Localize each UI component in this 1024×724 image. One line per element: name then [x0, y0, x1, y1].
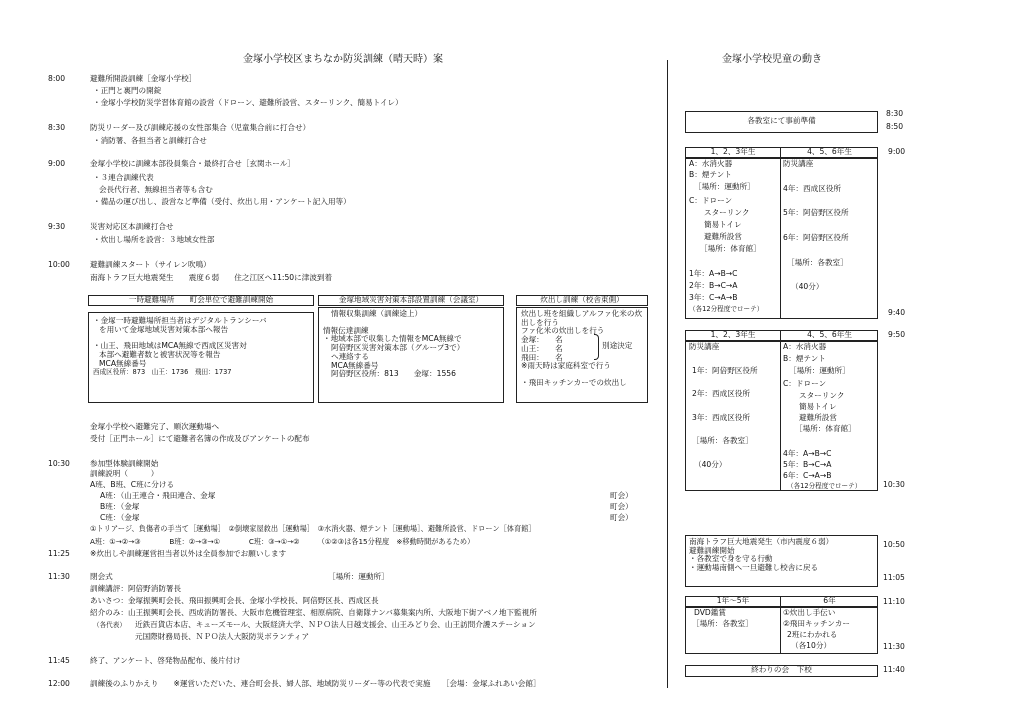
schedule-line: 防災リーダー及び訓練応援の女性部集合（児童集合前に打合せ）	[90, 123, 311, 132]
time-label: 11:10	[883, 597, 905, 606]
brace	[594, 334, 599, 360]
time-label: 10:50	[883, 540, 905, 549]
schedule-line: あいさつ：金塚振興町会長、飛田振興町会長、金塚小学校長、阿倍野区長、西成区長	[90, 596, 379, 605]
schedule-line: ※炊出しや訓練運営担当者以外は全員参加でお願いします	[90, 549, 287, 558]
box1-body: ・金塚一時避難場所担当者はデジタルトランシーバ を用いて金塚地域災害対策本部へ報告 ・山王、飛田地域はMCA無線で西成区災害対 本部へ避難者数と被害状況等を報告 MCA無線番号 西成区役所：873 山王：1736 飛田：1737	[88, 312, 314, 403]
box1-header: 一時避難場所 町会単位で避難訓練開始	[88, 295, 314, 306]
column-divider	[667, 60, 668, 688]
box3-header: 炊出し訓練（校舎東側）	[516, 295, 648, 306]
arrival-line: 受付［正門ホール］にて避難者名簿の作成及びアンケートの配布	[90, 434, 310, 443]
brace-note: 別途決定	[602, 341, 633, 350]
t2-body: 防災講座 1年：阿倍野区役所 2年：西成区役所 3年：西成区役所 ［場所：各教室］ （40分） A：水消火器 B：煙テント ［場所：運動所］ C：ドローン スターリンク 簡易トイレ 避難所設営 ［場所：体育館］ 4年：A→B→C 5年：B→C→A 6年：C→A→B （各12分程度でローテ）	[685, 341, 878, 491]
town-label: 町会）	[610, 513, 633, 522]
time-label: 9:40	[888, 308, 906, 317]
box2-body: 情報収集訓練（訓練途上） 情報伝達訓練 ・地域本部で収集した情報をMCA無線で 阿倍野区災害対策本部（グループ3で） へ連絡する MCA無線番号 阿倍野区役所：813 金塚：1556	[318, 307, 504, 403]
box3-body: 炊出し班を組織しアルファ化米の炊出しを行う ファ化米の炊出しを行う 金塚： 名 山王： 名 飛田： 名 ※雨天時は家庭科室で行う ・飛田キッチンカーでの炊出し	[516, 307, 648, 403]
schedule-line: ・炊出し場所を設営：３地域女性部	[93, 235, 215, 244]
time-1125: 11:25	[48, 549, 70, 558]
schedule-line: ・３連合訓練代表	[93, 173, 154, 182]
schedule-line: 避難所開設訓練［金塚小学校］	[90, 74, 197, 83]
schedule-line: 終了、アンケート、啓発物品配布、後片付け	[90, 656, 241, 665]
schedule-line: 閉会式	[90, 572, 113, 581]
schedule-line: 訓練説明（ ）	[90, 469, 159, 478]
schedule-line: 元国際財務局長、ＮＰＯ法人大阪防災ボランティア	[135, 632, 310, 641]
schedule-line: 近鉄百貨店本店、キューズモール、大阪経済大学、ＮＰＯ法人日越支援会、山王みどり会、山王訪問介護ステーション	[135, 620, 536, 629]
closing-box: 終わりの会 下校	[685, 665, 878, 677]
schedule-line: 会長代行者、無線担当者等も含む	[99, 185, 213, 194]
schedule-line: A班、B班、C班に分ける	[90, 480, 175, 489]
schedule-line: C班：（金塚	[100, 513, 140, 522]
left-title: 金塚小学校区まちなか防災訓練（晴天時）案	[243, 54, 443, 65]
schedule-line: ・消防署、各担当者と訓練打合せ	[93, 136, 207, 145]
arrival-line: 金塚小学校へ避難完了、順次運動場へ	[90, 422, 220, 431]
schedule-line: 金塚小学校に訓練本部役員集合・最終打合せ［玄関ホール］	[90, 159, 295, 168]
time-label: 11:30	[883, 642, 905, 651]
time-1145: 11:45	[48, 656, 70, 665]
time-label: 8:30	[886, 109, 904, 118]
time-label: 8:50	[886, 122, 904, 131]
town-label: 町会）	[610, 491, 633, 500]
schedule-line: ・正門と裏門の開錠	[93, 86, 162, 95]
schedule-line: ・備品の運び出し、設営など準備（受付、炊出し用・アンケート記入用等）	[93, 197, 351, 206]
t3-body: DVD鑑賞 ［場所：各教室］ ①炊出し手伝い ②飛田キッチンカー 2班にわかれる （各10分）	[685, 607, 878, 654]
schedule-line: 参加型体験訓練開始	[90, 459, 159, 468]
time-1200: 12:00	[48, 679, 70, 688]
time-label: 11:40	[883, 665, 905, 674]
time-0830: 8:30	[48, 123, 66, 132]
t1-header: 1、2、3年生 4、5、6年生	[685, 147, 878, 158]
schedule-line: 訓練後のふりかえり ※運営いただいた、連合町会長、婦人部、地域防災リーダー等の代表で実施 ［会場：金塚ふれあい会館］	[90, 679, 541, 688]
schedule-line: A班：（山王連合・飛田連合、金塚	[100, 491, 216, 500]
time-0800: 8:00	[48, 74, 66, 83]
schedule-line: 訓練講評：阿倍野消防署長	[90, 584, 182, 593]
schedule-line: 災害対応区本訓練打合せ	[90, 222, 174, 231]
schedule-line: ①トリアージ、負傷者の手当て［運動場］ ②倒壊家屋救出［運動場］ ③水消火器、煙テント［運動場］、避難所設営、ドローン［体育館］	[90, 524, 536, 533]
box2-header: 金塚地域災害対策本部設置訓練（会議室）	[318, 295, 504, 306]
time-label: 9:00	[888, 147, 906, 156]
schedule-line: A班：①→②→③ B班：②→③→① C班：③→①→② （①②③は各15分程度 ※移動時間があるため）	[90, 537, 475, 546]
time-0900: 9:00	[48, 159, 66, 168]
time-0930: 9:30	[48, 222, 66, 231]
schedule-line: 避難訓練スタート（サイレン吹鳴）	[90, 260, 211, 269]
schedule-line: ・金塚小学校防災学習体育館の設営（ドローン、避難所設営、スターリンク、簡易トイレ）	[93, 98, 403, 107]
prep-box: 各教室にて事前準備	[685, 111, 878, 133]
town-label: 町会）	[610, 502, 633, 511]
t1-body: A：水消火器 B：煙テント ［場所：運動所］ C：ドローン スターリンク 簡易トイレ 避難所設営 ［場所：体育館］ 1年：A→B→C 2年：B→C→A 3年：C→A→B （各12分程度でローテ） 防災講座 4年：西成区役所 5年：阿倍野区役所 6年：阿倍野区役所 ［場所：各教室］ （40分）	[685, 158, 878, 319]
schedule-line: 紹介のみ：山王振興町会長、西成消防署長、大阪市危機管理室、相原病院、自衛隊ナンバ募集案内所、大阪地下街アベノ地下監視所	[90, 608, 537, 617]
time-label: 11:05	[883, 573, 905, 582]
schedule-line: B班：（金塚	[100, 502, 140, 511]
time-1000: 10:00	[48, 260, 70, 269]
time-1130: 11:30	[48, 572, 70, 581]
time-label: 9:50	[888, 330, 906, 339]
schedule-line: 南海トラフ巨大地震発生 震度６弱 住之江区へ11:50に津波到着	[90, 273, 333, 282]
t2-header: 1、2、3年生 4、5、6年生	[685, 330, 878, 341]
right-title: 金塚小学校児童の動き	[722, 54, 822, 65]
time-1030: 10:30	[48, 459, 70, 468]
quake-box: 南海トラフ巨大地震発生（市内震度６弱） 避難訓練開始 ・各教室で身を守る行動 ・運動場南側へ一旦避難し校舎に戻る	[685, 535, 878, 587]
venue-note: ［場所：運動所］	[328, 572, 389, 581]
time-label: 10:30	[883, 480, 905, 489]
t3-header: 1年～5年 6年	[685, 596, 878, 607]
each-org-note: （各代表）	[93, 621, 126, 629]
